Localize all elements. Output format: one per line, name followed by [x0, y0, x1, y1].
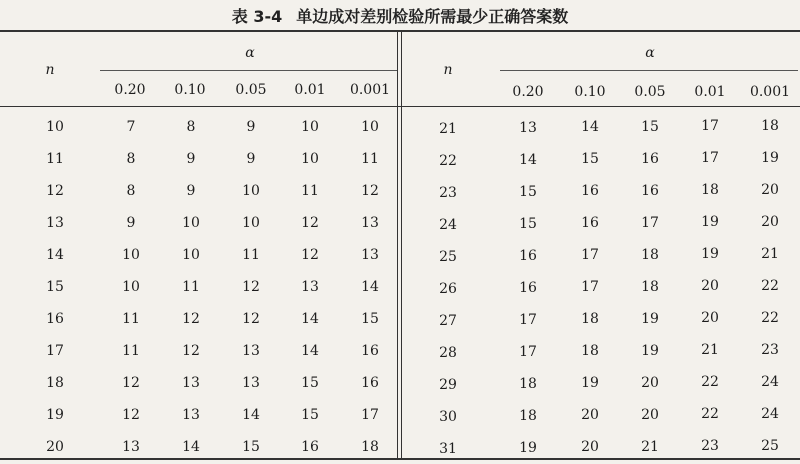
table-cell: 21 [701, 342, 719, 359]
table-cell: 15 [581, 151, 599, 168]
n-value-cell: 20 [46, 439, 64, 455]
table-cell: 21 [641, 438, 659, 455]
table-number: 表 3-4 [231, 7, 283, 26]
table-cell: 18 [641, 278, 659, 295]
table-cell: 19 [641, 310, 659, 327]
table-cell: 14 [182, 439, 200, 455]
table-cell: 9 [126, 215, 136, 231]
table-cell: 16 [361, 375, 379, 391]
table-cell: 16 [301, 439, 319, 455]
table-cell: 19 [581, 375, 599, 392]
table-cell: 8 [126, 183, 136, 199]
table-cell: 16 [519, 280, 537, 296]
table-cell: 10 [301, 119, 319, 135]
n-value-cell: 14 [46, 247, 64, 263]
table-cell: 23 [761, 341, 779, 358]
table-cell: 15 [242, 439, 260, 455]
table-cell: 16 [641, 150, 659, 167]
table-cell: 23 [701, 438, 719, 455]
table-cell: 17 [581, 279, 599, 296]
table-cell: 17 [519, 312, 537, 328]
table-cell: 13 [242, 343, 260, 359]
table-cell: 22 [761, 309, 779, 326]
table-cell: 10 [242, 215, 260, 231]
table-cell: 18 [641, 246, 659, 263]
table-cell: 10 [361, 119, 379, 135]
table-cell: 11 [122, 343, 140, 359]
table-cell: 14 [242, 407, 260, 423]
table-cell: 18 [761, 117, 779, 134]
alpha-level: 0.001 [749, 84, 791, 100]
table-cell: 17 [581, 247, 599, 264]
table-cell: 11 [301, 183, 319, 199]
n-value-cell: 22 [439, 152, 457, 169]
n-value-cell: 17 [46, 343, 64, 359]
table-cell: 13 [301, 279, 319, 295]
alpha-rule-left [100, 70, 398, 71]
alpha-level: 0.05 [235, 82, 267, 98]
alpha-header-left: α [245, 45, 255, 61]
n-value-cell: 24 [439, 216, 457, 233]
alpha-level: 0.01 [294, 82, 326, 98]
table-cell: 12 [301, 247, 319, 263]
table-cell: 14 [581, 119, 599, 136]
table-cell: 25 [761, 437, 779, 454]
table-title: 单边成对差别检验所需最少正确答案数 [296, 7, 569, 26]
table-cell: 12 [242, 279, 260, 295]
table-cell: 10 [301, 151, 319, 167]
table-cell: 18 [581, 311, 599, 328]
n-value-cell: 16 [46, 311, 64, 327]
n-value-cell: 23 [439, 184, 457, 201]
table-cell: 24 [761, 405, 779, 422]
n-value-cell: 10 [46, 119, 64, 135]
table-cell: 17 [519, 344, 537, 360]
table-cell: 12 [182, 343, 200, 359]
table-cell: 19 [641, 342, 659, 359]
table-cell: 20 [641, 374, 659, 391]
table-cell: 9 [246, 151, 256, 167]
table-cell: 8 [186, 119, 196, 135]
table-cell: 17 [701, 150, 719, 167]
table-cell: 17 [701, 118, 719, 135]
n-value-cell: 30 [439, 408, 457, 425]
table-cell: 15 [361, 311, 379, 327]
table-cell: 11 [182, 279, 200, 295]
center-divider [401, 30, 402, 460]
table-cell: 12 [361, 183, 379, 199]
table-cell: 13 [519, 120, 537, 136]
table-cell: 10 [182, 215, 200, 231]
n-value-cell: 11 [46, 151, 64, 167]
alpha-level: 0.10 [574, 84, 606, 100]
table-cell: 15 [519, 216, 537, 232]
table-cell: 18 [519, 408, 537, 424]
table-cell: 12 [122, 375, 140, 391]
table-cell: 13 [182, 407, 200, 423]
table-cell: 15 [301, 375, 319, 391]
table-cell: 19 [701, 246, 719, 263]
top-rule [0, 30, 800, 32]
n-header-left: n [45, 62, 55, 78]
table-cell: 20 [761, 213, 779, 230]
table-cell: 20 [701, 310, 719, 327]
table-cell: 16 [581, 183, 599, 200]
table-cell: 14 [361, 279, 379, 295]
n-value-cell: 25 [439, 248, 457, 265]
table-cell: 18 [581, 343, 599, 360]
table-cell: 19 [701, 214, 719, 231]
table-cell: 20 [581, 439, 599, 456]
table-cell: 13 [122, 439, 140, 455]
alpha-level: 0.01 [694, 84, 726, 100]
table-cell: 18 [361, 439, 379, 455]
table-cell: 16 [581, 215, 599, 232]
table-cell: 14 [301, 343, 319, 359]
n-value-cell: 18 [46, 375, 64, 391]
table-cell: 10 [182, 247, 200, 263]
n-value-cell: 15 [46, 279, 64, 295]
n-value-cell: 12 [46, 183, 64, 199]
alpha-level: 0.20 [512, 84, 544, 100]
n-value-cell: 31 [439, 440, 457, 457]
table-cell: 22 [761, 277, 779, 294]
table-cell: 9 [186, 183, 196, 199]
table-cell: 16 [519, 248, 537, 264]
table-cell: 14 [301, 311, 319, 327]
n-value-cell: 21 [439, 120, 457, 137]
n-value-cell: 28 [439, 344, 457, 361]
table-cell: 13 [182, 375, 200, 391]
table-cell: 16 [641, 182, 659, 199]
table-cell: 13 [361, 247, 379, 263]
table-cell: 18 [701, 182, 719, 199]
table-cell: 13 [242, 375, 260, 391]
table-cell: 22 [701, 374, 719, 391]
table-cell: 11 [122, 311, 140, 327]
table-cell: 20 [761, 181, 779, 198]
table-cell: 14 [519, 152, 537, 168]
center-divider [397, 30, 398, 460]
table-cell: 22 [701, 406, 719, 423]
bottom-rule [0, 458, 800, 460]
table-cell: 13 [361, 215, 379, 231]
n-value-cell: 27 [439, 312, 457, 329]
table-cell: 10 [242, 183, 260, 199]
table-caption [0, 4, 800, 27]
alpha-level: 0.05 [634, 84, 666, 100]
n-value-cell: 26 [439, 280, 457, 297]
alpha-level: 0.20 [114, 82, 146, 98]
table-cell: 20 [641, 406, 659, 423]
table-cell: 10 [122, 247, 140, 263]
table-cell: 18 [519, 376, 537, 392]
table-cell: 24 [761, 373, 779, 390]
table-cell: 15 [641, 118, 659, 135]
table-cell: 19 [519, 440, 537, 456]
table-cell: 12 [122, 407, 140, 423]
table-cell: 21 [761, 245, 779, 262]
alpha-level: 0.10 [174, 82, 206, 98]
table-cell: 7 [126, 119, 136, 135]
table-cell: 12 [301, 215, 319, 231]
table-cell: 17 [641, 214, 659, 231]
n-header-right: n [443, 62, 453, 78]
alpha-header-right: α [645, 45, 655, 61]
table-cell: 9 [246, 119, 256, 135]
table-cell: 9 [186, 151, 196, 167]
table-cell: 10 [122, 279, 140, 295]
table-cell: 15 [301, 407, 319, 423]
table-cell: 20 [581, 407, 599, 424]
table-cell: 11 [361, 151, 379, 167]
n-value-cell: 19 [46, 407, 64, 423]
n-value-cell: 29 [439, 376, 457, 393]
table-cell: 17 [361, 407, 379, 423]
table-cell: 16 [361, 343, 379, 359]
alpha-rule-right [500, 70, 798, 71]
header-rule [0, 106, 800, 107]
table-cell: 11 [242, 247, 260, 263]
table-cell: 15 [519, 184, 537, 200]
table-cell: 12 [182, 311, 200, 327]
n-value-cell: 13 [46, 215, 64, 231]
alpha-level: 0.001 [349, 82, 391, 98]
table-cell: 20 [701, 278, 719, 295]
table-cell: 8 [126, 151, 136, 167]
table-cell: 12 [242, 311, 260, 327]
table-cell: 19 [761, 149, 779, 166]
